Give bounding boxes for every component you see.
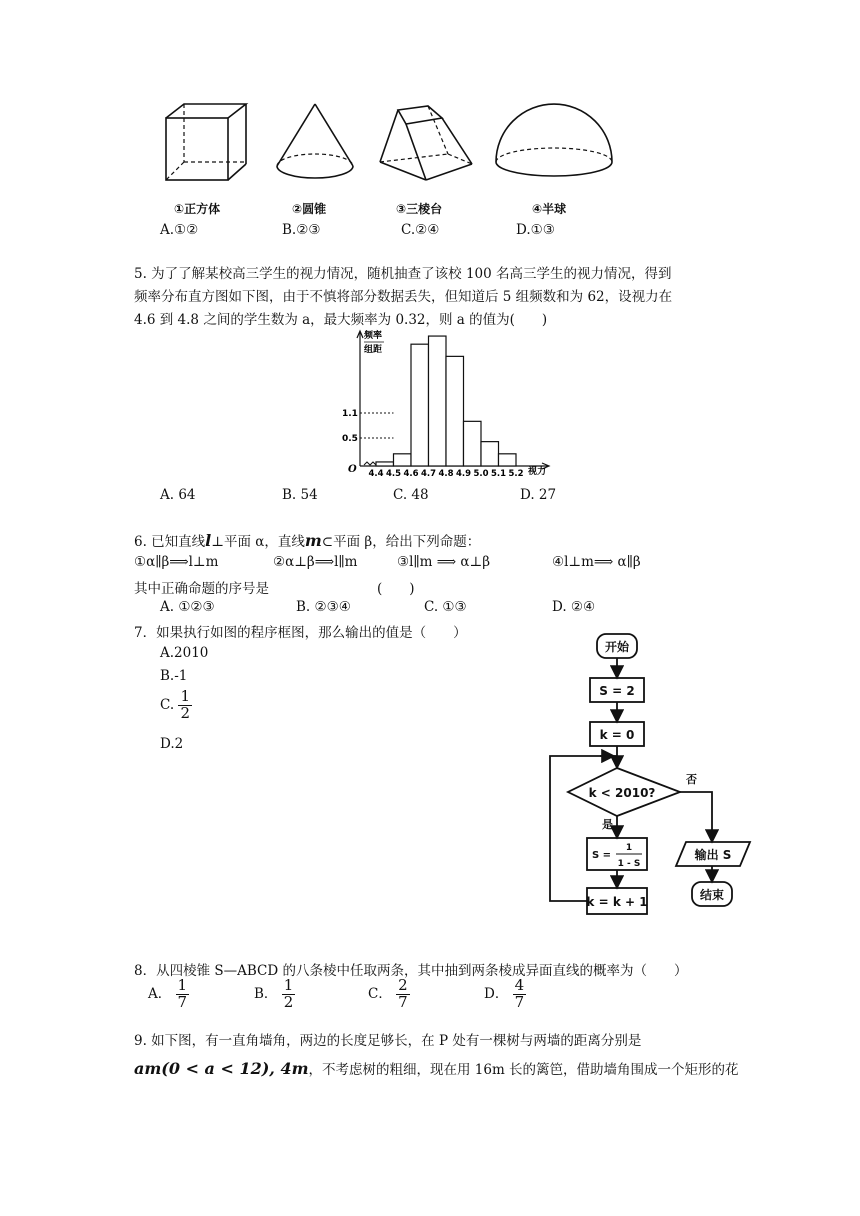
q8-question: 8．从四棱锥 S—ABCD 的八条棱中任取两条，其中抽到两条棱成异面直线的概率为（ ） bbox=[134, 963, 688, 979]
q5-option-d: D. 27 bbox=[520, 487, 557, 503]
q6-prop-2: ②α⊥β⟹l∥m bbox=[273, 554, 358, 570]
x-tick-label: 4.7 bbox=[420, 469, 437, 476]
q6-prop-1: ①α∥β⟹l⊥m bbox=[134, 554, 219, 570]
x-tick-label: 4.8 bbox=[438, 469, 454, 476]
q7-option-c-label: C. bbox=[160, 696, 175, 713]
q5-line2: 频率分布直方图如下图，由于不慎将部分数据丢失，但知道后 5 组频数和为 62，设视力在 bbox=[134, 289, 673, 305]
x-tick-label: 4.6 bbox=[403, 469, 419, 476]
fc-k-update: k = k + 1 bbox=[586, 895, 648, 909]
q8-a-num: 1 bbox=[177, 976, 188, 994]
q8-d-den: 7 bbox=[514, 992, 525, 1011]
histogram-bar bbox=[499, 454, 517, 466]
histogram-bar bbox=[464, 421, 482, 466]
label-cone: ②圆锥 bbox=[292, 202, 327, 216]
y-tick-2: 0.5 bbox=[342, 434, 358, 444]
q8-option-c bbox=[368, 978, 410, 1011]
cube-shape bbox=[160, 100, 252, 184]
fc-s-update-den: 1 - S bbox=[617, 859, 641, 869]
histogram-bar bbox=[394, 454, 412, 466]
q7-option-c bbox=[160, 689, 192, 722]
q9-line1: 9. 如下图，有一直角墙角，两边的长度足够长，在 P 处有一棵树与两墙的距离分别是 bbox=[134, 1033, 642, 1049]
q6-line1 bbox=[134, 530, 480, 550]
label-cube: ①正方体 bbox=[174, 202, 221, 216]
q7-option-c-num: 1 bbox=[180, 687, 190, 705]
q8-option-c-label: C． bbox=[368, 985, 392, 1002]
fc-yes: 是 bbox=[602, 818, 613, 831]
label-frustum: ③三棱台 bbox=[396, 202, 443, 216]
q6-prop-3: ③l∥m ⟹ α⊥β bbox=[397, 554, 491, 570]
origin-label: O bbox=[348, 464, 357, 475]
q8-option-d bbox=[484, 978, 526, 1011]
q8-c-num: 2 bbox=[398, 976, 408, 994]
q6-line-m: m bbox=[304, 531, 322, 550]
q6-line1-pre: 6. 已知直线 bbox=[134, 534, 206, 550]
q6-option-d: D. ②④ bbox=[552, 599, 596, 615]
q7-option-d: D.2 bbox=[160, 736, 184, 752]
q8-b-den: 2 bbox=[283, 992, 294, 1011]
histogram-bar bbox=[446, 356, 464, 466]
fc-cond: k < 2010? bbox=[588, 786, 656, 800]
q6-line3: 其中正确命题的序号是 ( ) bbox=[134, 581, 415, 597]
fc-output: 输出 S bbox=[694, 848, 732, 862]
option-d: D.①③ bbox=[516, 222, 555, 238]
q7-option-c-den: 2 bbox=[180, 703, 190, 722]
option-c: C.②④ bbox=[401, 222, 440, 238]
fc-start: 开始 bbox=[604, 640, 630, 654]
option-b: B.②③ bbox=[282, 222, 321, 238]
y-label-top: 频率 bbox=[364, 331, 383, 341]
q6-line-l: l bbox=[205, 531, 212, 550]
q7-option-b: B.-1 bbox=[160, 668, 188, 684]
q8-option-b bbox=[254, 978, 295, 1011]
option-a: A.①② bbox=[160, 222, 199, 238]
histogram-bar bbox=[376, 462, 394, 466]
fc-k-init: k = 0 bbox=[599, 728, 635, 742]
q5-option-c: C. 48 bbox=[393, 487, 429, 503]
q5-option-b: B. 54 bbox=[282, 487, 318, 503]
q6-prop-4: ④l⊥m⟹ α∥β bbox=[552, 554, 641, 570]
hemisphere-shape bbox=[490, 100, 618, 184]
q8-option-b-fraction bbox=[282, 978, 296, 1011]
q5-line1: 5. 为了了解某校高三学生的视力情况，随机抽查了该校 100 名高三学生的视力情况，得到 bbox=[134, 266, 672, 282]
q8-option-c-fraction bbox=[396, 978, 410, 1011]
q6-line1-mid: ⊥平面 α，直线 bbox=[211, 534, 305, 550]
q9-line2-post: ，不考虑树的粗细，现在用 16m 长的篱笆，借助墙角围成一个矩形的花 bbox=[308, 1062, 739, 1078]
q9-math: am(0 < a < 12), 4m bbox=[134, 1059, 309, 1078]
q8-option-d-fraction bbox=[513, 978, 527, 1011]
x-tick-label: 5.1 bbox=[490, 469, 507, 476]
fc-s-update-num: 1 bbox=[625, 843, 633, 853]
label-hemisphere: ④半球 bbox=[532, 202, 567, 216]
q8-option-a-fraction bbox=[176, 978, 190, 1011]
q8-b-num: 1 bbox=[283, 976, 294, 994]
q5-line3: 4.6 到 4.8 之间的学生数为 a，最大频率为 0.32，则 a 的值为( ) bbox=[134, 312, 548, 328]
q8-option-d-label: D． bbox=[484, 985, 509, 1002]
q6-line1-post: ⊂平面 β，给出下列命题： bbox=[321, 534, 481, 550]
q8-option-b-label: B． bbox=[254, 985, 278, 1002]
histogram-bar bbox=[481, 442, 499, 466]
x-tick-label: 4.4 bbox=[368, 469, 384, 476]
y-label-bottom: 组距 bbox=[364, 345, 383, 355]
q6-option-b: B. ②③④ bbox=[296, 599, 351, 615]
x-tick-label: 4.9 bbox=[455, 469, 472, 476]
fc-no: 否 bbox=[686, 773, 697, 786]
q7-option-a: A.2010 bbox=[160, 645, 209, 661]
q9-line2 bbox=[134, 1058, 739, 1078]
y-tick-1: 1.1 bbox=[342, 409, 358, 419]
q7-option-c-fraction bbox=[178, 689, 192, 722]
x-tick-label: 5.2 bbox=[508, 469, 524, 476]
fc-end: 结束 bbox=[699, 888, 725, 902]
x-tick-label: 5.0 bbox=[473, 469, 489, 476]
x-tick-label: 4.5 bbox=[385, 469, 402, 476]
flowchart bbox=[540, 630, 760, 930]
q6-option-a: A. ①②③ bbox=[160, 599, 215, 615]
q6-option-c: C. ①③ bbox=[424, 599, 467, 615]
fc-s-init: S = 2 bbox=[599, 684, 635, 698]
x-axis-label: 视力 bbox=[528, 467, 547, 476]
histogram-chart bbox=[336, 326, 558, 476]
fc-s-update-lhs: S = bbox=[592, 850, 612, 861]
frustum-shape bbox=[376, 100, 476, 184]
q8-d-num: 4 bbox=[514, 976, 525, 994]
q7-question: 7．如果执行如图的程序框图，那么输出的值是（ ） bbox=[134, 625, 467, 641]
q8-option-a bbox=[148, 978, 189, 1011]
cone-shape bbox=[272, 100, 358, 184]
q5-option-a: A. 64 bbox=[160, 487, 196, 503]
histogram-bar bbox=[429, 336, 447, 466]
q8-a-den: 7 bbox=[177, 992, 188, 1011]
histogram-bar bbox=[411, 344, 429, 466]
q8-c-den: 7 bbox=[398, 992, 408, 1011]
q8-option-a-label: A． bbox=[148, 985, 172, 1002]
